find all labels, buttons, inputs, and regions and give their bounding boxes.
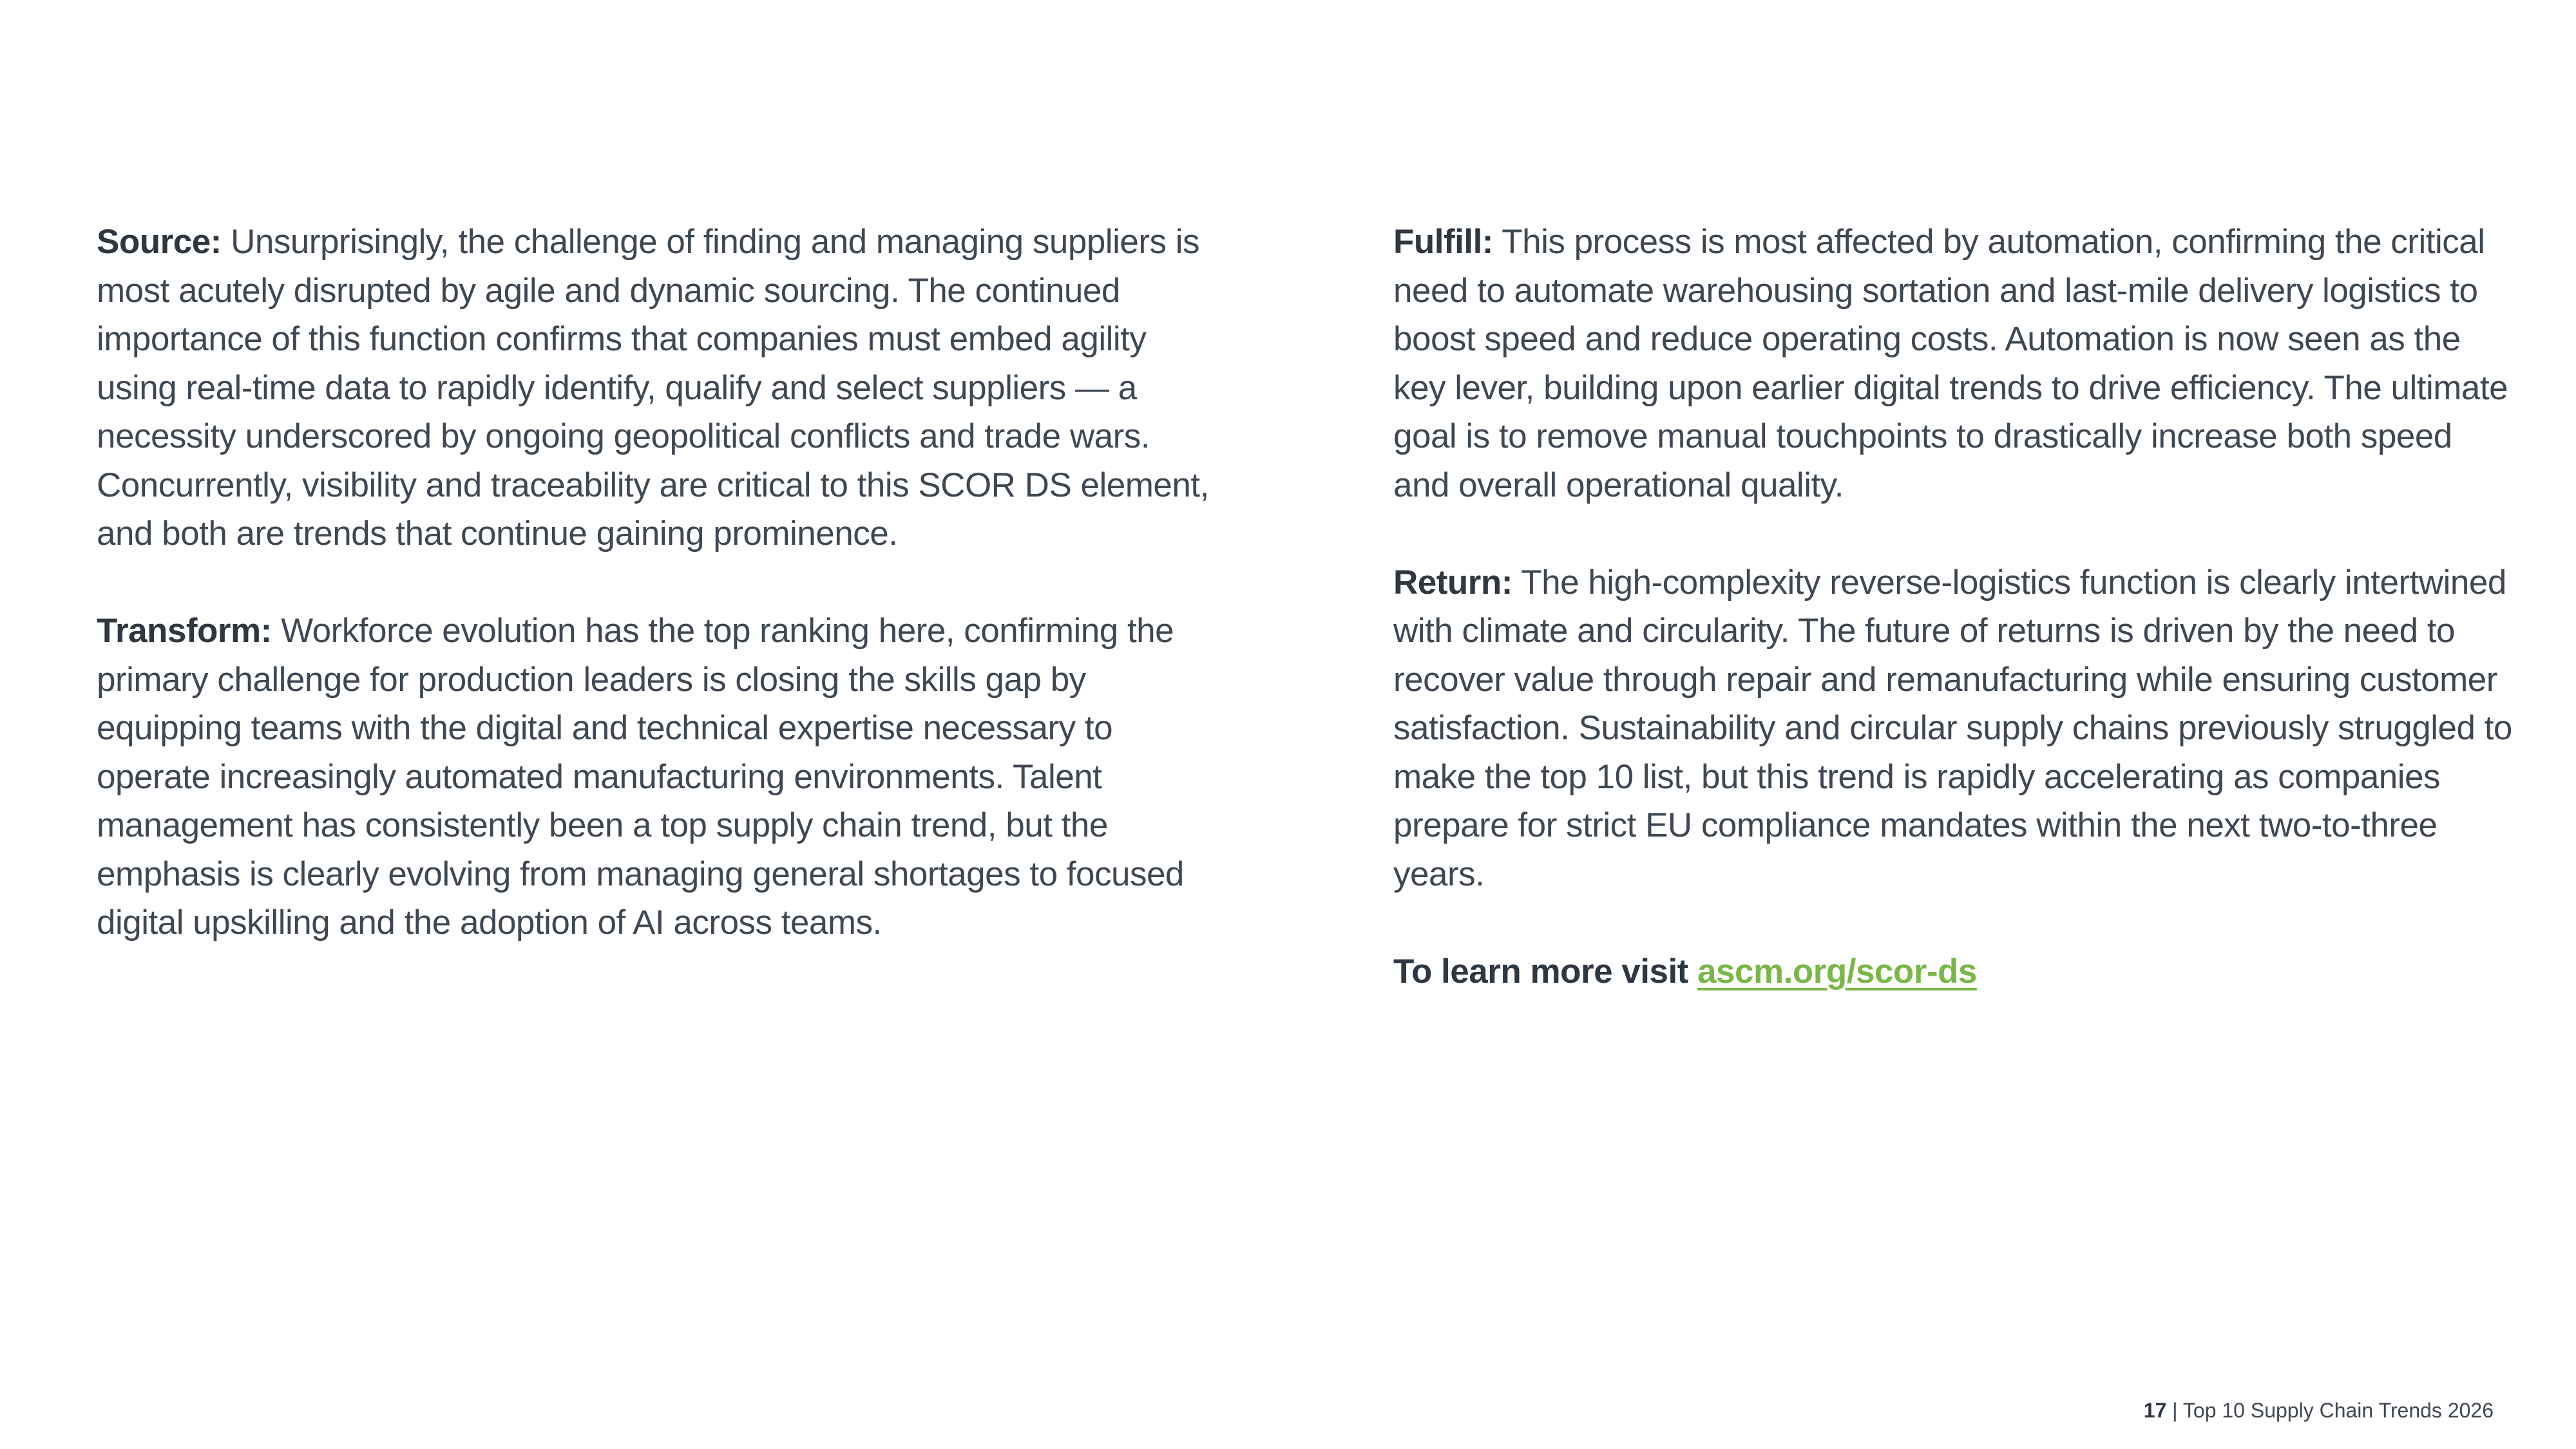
page-number: 17 bbox=[2143, 1399, 2167, 1422]
footer-title: Top 10 Supply Chain Trends 2026 bbox=[2182, 1399, 2494, 1422]
transform-paragraph bbox=[97, 607, 1217, 947]
fulfill-text: This process is most affected by automation, confirming the critical need to automate warehousing sortation and last-mile delivery logistics to boost speed and reduce operating costs. Automation is now seen as the key lever, building upon earlier digital trends to drive efficiency. The ultimate goal is to remove manual touchpoints to drastically increase both speed and overall operational quality. bbox=[1393, 223, 2508, 504]
transform-text: Workforce evolution has the top ranking here, confirming the primary challenge for production leaders is closing the skills gap by equipping teams with the digital and technical expertise necessary to operate increasingly automated manufacturing environments. Talent management has consistently been a top supply chain trend, but the emphasis is clearly evolving from managing general shortages to focused digital upskilling and the adoption of AI across teams. bbox=[97, 612, 1184, 942]
return-paragraph bbox=[1393, 558, 2514, 899]
page-footer bbox=[2144, 1397, 2494, 1423]
fulfill-paragraph bbox=[1393, 218, 2514, 509]
fulfill-label: Fulfill: bbox=[1393, 223, 1493, 261]
scor-ds-link[interactable]: ascm.org/scor-ds bbox=[1697, 952, 1977, 990]
footer-separator: | bbox=[2172, 1399, 2178, 1422]
return-label: Return: bbox=[1393, 563, 1512, 601]
right-column bbox=[1393, 218, 2514, 996]
source-paragraph bbox=[97, 218, 1217, 558]
source-text: Unsurprisingly, the challenge of finding and managing suppliers is most acutely disrupted by agile and dynamic sourcing. The continued importance of this function confirms that companies must embed agility using real-time data to rapidly identify, qualify and select suppliers — a necessity underscored by ongoing geopolitical conflicts and trade wars. Concurrently, visibility and traceability are critical to this SCOR DS element, and both are trends that continue gaining prominence. bbox=[97, 223, 1209, 553]
return-text: The high-complexity reverse-logistics function is clearly intertwined with climate and circularity. The future of returns is driven by the need to recover value through repair and remanufacturing while ensuring customer satisfaction. Sustainability and circular supply chains previously struggled to make the top 10 list, but this trend is rapidly accelerating as companies prepare for strict EU compliance mandates within the next two-to-three years. bbox=[1393, 563, 2512, 893]
transform-label: Transform: bbox=[97, 612, 272, 650]
cta-text: To learn more visit bbox=[1393, 952, 1688, 990]
left-column bbox=[97, 218, 1217, 947]
source-label: Source: bbox=[97, 223, 222, 261]
cta-paragraph bbox=[1393, 947, 2514, 996]
